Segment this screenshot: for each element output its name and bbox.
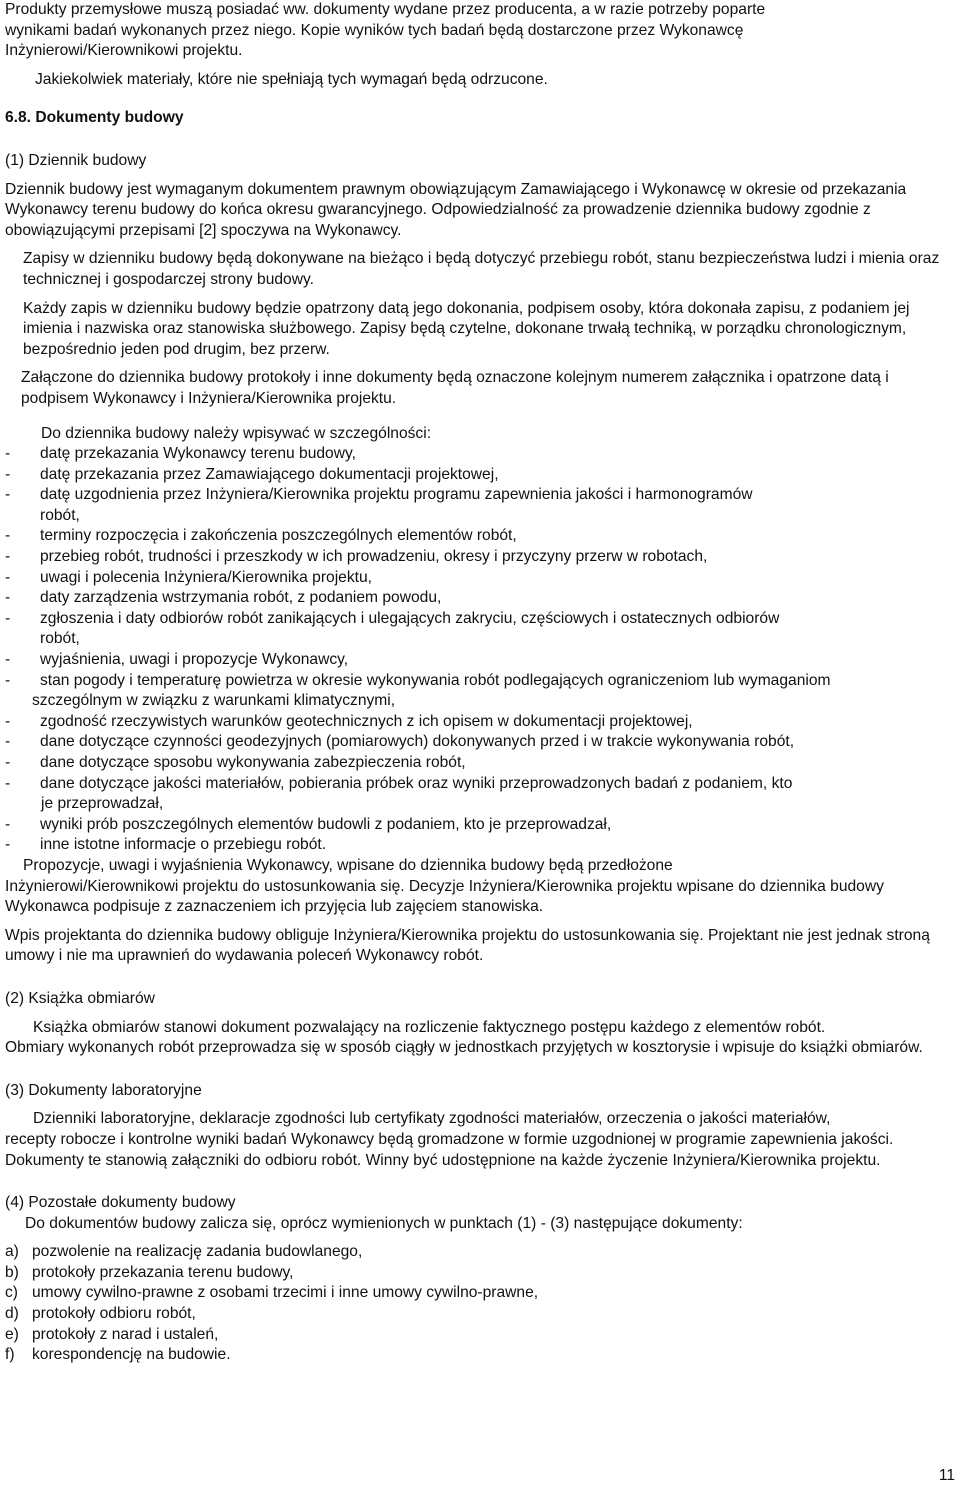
list-item: - dane dotyczące czynności geodezyjnych (pomiarowych) dokonywanych przed i w trakcie wykonywania robót, bbox=[5, 733, 795, 751]
list-item-continuation: je przeprowadzał, bbox=[41, 795, 164, 813]
dziennik-paragraph-3: Każdy zapis w dzienniku budowy będzie opatrzony datą jego dokonania, podpisem osoby, która dokonała zapisu, z podaniem jej imienia i nazwiska oraz stanowiska służbowego. Zapisy będą czytelne, dokonane trwałą techniką, w porządku chronologicznym, bezpośrednio jeden pod drugim, bez przerw. bbox=[23, 299, 910, 358]
list-item: - datę przekazania Wykonawcy terenu budowy, bbox=[5, 445, 356, 463]
list-item: - dane dotyczące jakości materiałów, pobierania próbek oraz wyniki przeprowadzonych badań z podaniem, kto bbox=[5, 774, 793, 792]
reject-statement: Jakiekolwiek materiały, które nie spełniają tych wymagań będą odrzucone. bbox=[35, 70, 548, 88]
dziennik-title: (1) Dziennik budowy bbox=[5, 151, 147, 169]
dziennik-paragraph-5-rest: Inżynierowi/Kierownikowi projektu do ustosunkowania się. Decyzje Inżyniera/Kierownika projektu wpisane do dziennika budowy Wykonawca podpisuje z zaznaczeniem ich przyjęcia lub zajęciem stanowiska. bbox=[5, 877, 884, 916]
document-page bbox=[5, 0, 955, 1366]
ksiazka-paragraph-rest: Obmiary wykonanych robót przeprowadza się w sposób ciągły w jednostkach przyjętych w kosztorysie i wpisuje do książki obmiarów. bbox=[5, 1039, 923, 1057]
dziennik-paragraph-1: Dziennik budowy jest wymaganym dokumentem prawnym obowiązującym Zamawiającego i Wykonawcę w okresie od przekazania Wykonawcy terenu budowy do końca okresu gwarancyjnego. Odpowiedzialność za prowadzenie dziennika budowy zgodnie z obowiązującymi przepisami [2] spoczywa na Wykonawcy. bbox=[5, 180, 907, 239]
lab-paragraph-first: Dzienniki laboratoryjne, deklaracje zgodności lub certyfikaty zgodności materiałów, orzeczenia o jakości materiałów, bbox=[33, 1110, 831, 1128]
lab-paragraph-rest: recepty robocze i kontrolne wyniki badań Wykonawcy będą gromadzone w formie uzgodnionej w programie zapewnienia jakości. Dokumenty te stanowią załączniki do odbioru robót. Winny być udostępnione na każde życzenie Inżyniera/Kierownika projektu. bbox=[5, 1130, 894, 1169]
dziennik-paragraph-4: Załączone do dziennika budowy protokoły i inne dokumenty będą oznaczone kolejnym numerem załącznika i opatrzone datą i podpisem Wykonawcy i Inżyniera/Kierownika projektu. bbox=[21, 369, 889, 407]
ksiazka-title: (2) Książka obmiarów bbox=[5, 989, 155, 1007]
dziennik-paragraph-6: Wpis projektanta do dziennika budowy obliguje Inżyniera/Kierownika projektu do ustosunkowania się. Projektant nie jest jednak stroną umowy i nie ma uprawnień do wydawania poleceń Wykonawcy robót. bbox=[5, 926, 930, 965]
list-item: - wyniki prób poszczególnych elementów budowli z podaniem, kto je przeprowadzał, bbox=[5, 815, 612, 833]
list-item: c) umowy cywilno-prawne z osobami trzecimi i inne umowy cywilno-prawne, bbox=[5, 1284, 539, 1302]
list-intro: Do dziennika budowy należy wpisywać w szczególności: bbox=[41, 424, 432, 442]
intro-line-3: Inżynierowi/Kierownikowi projektu. bbox=[5, 42, 243, 60]
list-item: - wyjaśnienia, uwagi i propozycje Wykonawcy, bbox=[5, 651, 349, 669]
intro-line-1: Produkty przemysłowe muszą posiadać ww. dokumenty wydane przez producenta, a w razie potrzeby poparte bbox=[5, 1, 766, 18]
list-item: - uwagi i polecenia Inżyniera/Kierownika projektu, bbox=[5, 568, 372, 586]
section-heading: 6.8. Dokumenty budowy bbox=[5, 109, 184, 127]
list-item: e) protokoły z narad i ustaleń, bbox=[5, 1325, 219, 1343]
list-item: - stan pogody i temperaturę powietrza w okresie wykonywania robót podlegających ograniczeniom lub wymaganiom bbox=[5, 671, 831, 689]
dziennik-paragraph-2: Zapisy w dzienniku budowy będą dokonywane na bieżąco i będą dotyczyć przebiegu robót, stanu bezpieczeństwa ludzi i mienia oraz technicznej i gospodarczej strony budowy. bbox=[23, 250, 940, 288]
pozostale-list bbox=[5, 1242, 955, 1366]
list-item: a) pozwolenie na realizację zadania budowlanego, bbox=[5, 1243, 363, 1261]
lab-title: (3) Dokumenty laboratoryjne bbox=[5, 1081, 202, 1099]
list-item: - inne istotne informacje o przebiegu robót. bbox=[5, 836, 327, 854]
list-item: f) korespondencję na budowie. bbox=[5, 1346, 231, 1364]
list-item: - zgodność rzeczywistych warunków geotechnicznych z ich opisem w dokumentacji projektowej, bbox=[5, 712, 693, 730]
intro-line-2: wynikami badań wykonanych przez niego. Kopie wyników tych badań będą dostarczone przez Wykonawcę bbox=[5, 21, 744, 39]
dziennik-paragraph-5-first: Propozycje, uwagi i wyjaśnienia Wykonawcy, wpisane do dziennika budowy będą przedłożone bbox=[23, 856, 673, 874]
list-item: - terminy rozpoczęcia i zakończenia poszczególnych elementów robót, bbox=[5, 527, 517, 545]
list-item: - zgłoszenia i daty odbiorów robót zanikających i ulegających zakryciu, częściowych i ostatecznych odbiorów robót, bbox=[5, 609, 780, 648]
list-item: - dane dotyczące sposobu wykonywania zabezpieczenia robót, bbox=[5, 754, 466, 771]
list-item: - daty zarządzenia wstrzymania robót, z podaniem powodu, bbox=[5, 589, 442, 607]
pozostale-intro: Do dokumentów budowy zalicza się, oprócz wymienionych w punktach (1) - (3) następujące dokumenty: bbox=[25, 1214, 743, 1232]
list-item: - datę przekazania przez Zamawiającego dokumentacji projektowej, bbox=[5, 465, 499, 483]
list-item-continuation: szczególnym w związku z warunkami klimatycznymi, bbox=[32, 692, 396, 710]
list-item: d) protokoły odbioru robót, bbox=[5, 1305, 196, 1323]
dziennik-entries-list bbox=[5, 444, 955, 856]
ksiazka-paragraph-first: Książka obmiarów stanowi dokument pozwalający na rozliczenie faktycznego postępu każdego z elementów robót. bbox=[33, 1018, 826, 1036]
list-item: b) protokoły przekazania terenu budowy, bbox=[5, 1263, 294, 1281]
pozostale-title: (4) Pozostałe dokumenty budowy bbox=[5, 1194, 236, 1212]
list-item: - przebieg robót, trudności i przeszkody w ich prowadzeniu, okresy i przyczyny przerw w robotach, bbox=[5, 548, 708, 566]
page-number: 11 bbox=[938, 1467, 955, 1484]
list-item: - datę uzgodnienia przez Inżyniera/Kierownika projektu programu zapewnienia jakości i harmonogramów robót, bbox=[5, 486, 753, 524]
